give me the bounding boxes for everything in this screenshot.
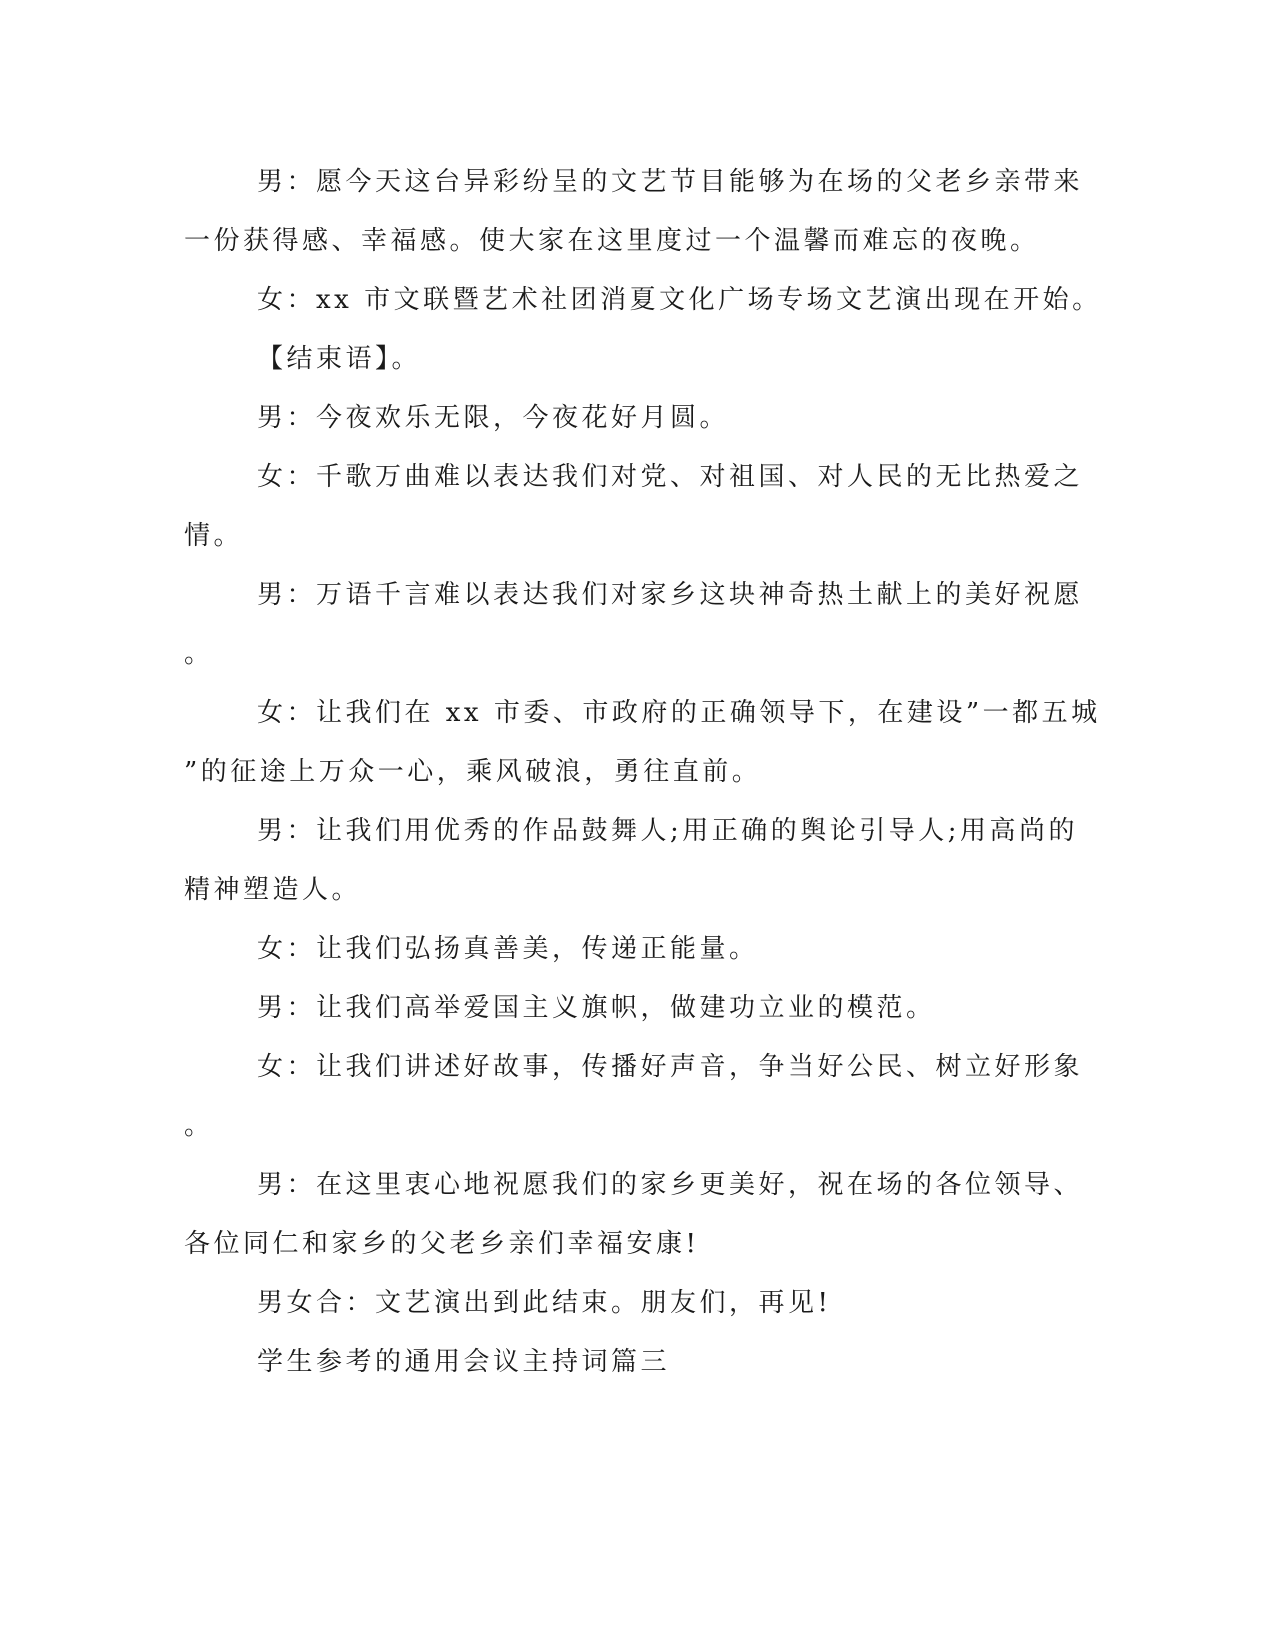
document-body [184, 163, 1102, 1402]
text-line: 一份获得感、幸福感。使大家在这里度过一个温馨而难忘的夜晚。 [184, 226, 1040, 256]
text-line: 男女合：文艺演出到此结束。朋友们，再见! [257, 1288, 832, 1318]
text-line: 各位同仁和家乡的父老乡亲们幸福安康! [184, 1229, 700, 1259]
text-line: 男：万语千言难以表达我们对家乡这块神奇热土献上的美好祝愿 [257, 580, 1084, 610]
text-line: ”的征途上万众一心，乘风破浪，勇往直前。 [184, 757, 762, 787]
text-line: 女：让我们讲述好故事，传播好声音，争当好公民、树立好形象 [257, 1052, 1084, 1082]
section-title: 学生参考的通用会议主持词篇三 [257, 1347, 671, 1377]
text-line: 男：让我们用优秀的作品鼓舞人;用正确的舆论引导人;用高尚的 [257, 816, 1079, 846]
text-line: 。 [184, 1111, 214, 1141]
text-line: 男：今夜欢乐无限，今夜花好月圆。 [257, 403, 730, 433]
text-line: 精神塑造人。 [184, 875, 362, 905]
text-line: 女：让我们弘扬真善美，传递正能量。 [257, 934, 759, 964]
text-line: 情。 [184, 521, 244, 551]
section-heading: 【结束语】。 [257, 344, 422, 374]
text-line: 男：在这里衷心地祝愿我们的家乡更美好，祝在场的各位领导、 [257, 1170, 1084, 1200]
text-line: 男：愿今天这台异彩纷呈的文艺节目能够为在场的父老乡亲带来 [257, 167, 1084, 197]
text-line: 女：千歌万曲难以表达我们对党、对祖国、对人民的无比热爱之 [257, 462, 1084, 492]
text-line: 。 [184, 639, 214, 669]
text-line: 女：xx 市文联暨艺术社团消夏文化广场专场文艺演出现在开始。 [257, 285, 1102, 315]
text-line: 男：让我们高举爱国主义旗帜，做建功立业的模范。 [257, 993, 936, 1023]
text-line: 女：让我们在 xx 市委、市政府的正确领导下，在建设”一都五城 [257, 698, 1101, 728]
